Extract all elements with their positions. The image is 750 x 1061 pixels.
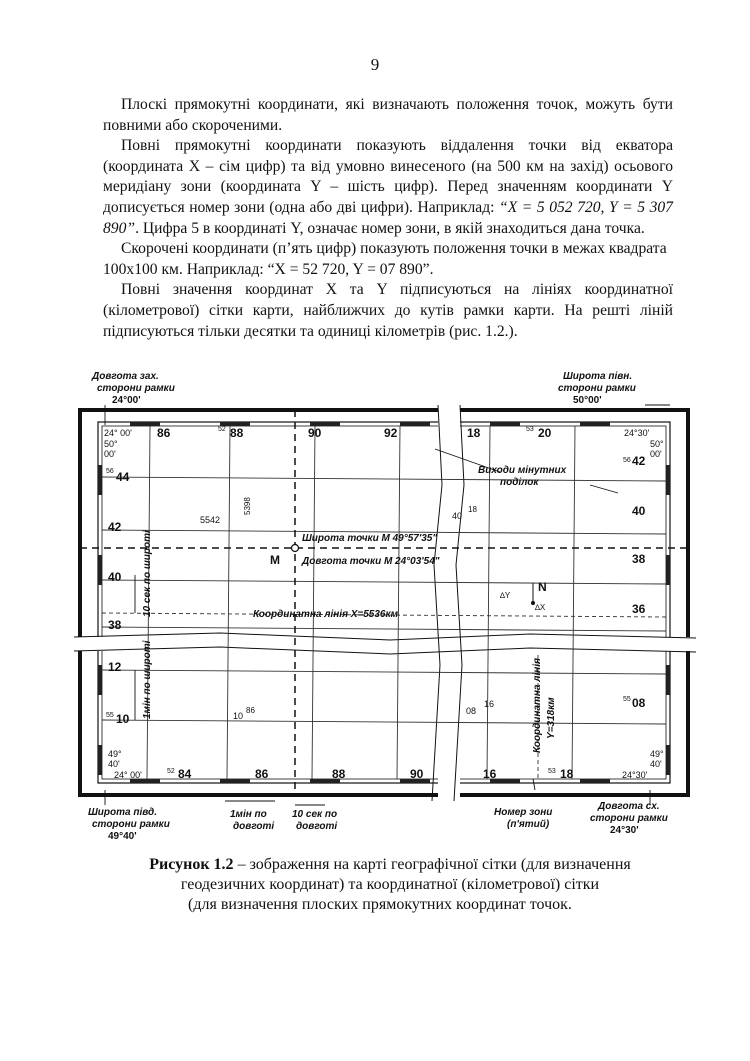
right-x-label: 08	[632, 696, 646, 710]
top-y-label: 90	[308, 426, 322, 440]
left-x-label: 42	[108, 520, 122, 534]
paragraph-1: Плоскі прямокутні координати, які визначають положення точок, можуть бути повними або скороченими.	[103, 96, 673, 134]
bottom-y-label: 18	[560, 767, 574, 781]
ann-br-line3: 24°30'	[610, 825, 639, 836]
bottom-y-sup: 53	[548, 768, 556, 775]
ann-tl-line3: 24°00'	[112, 395, 141, 406]
ann-tl-line1: Довгота зах.	[92, 371, 159, 382]
paragraph-2-part-a: Повні прямокутні координати показують віддалення точки від екватора (координата Х – сім цифр) та від умовно винесеного (на 500 км на захід) осьового меридіану зони (координата Y – шість цифр). Перед значенням координати Y дописується номер зони (одна або дві цифри). Наприклад:	[103, 137, 673, 216]
m-label: M	[270, 553, 280, 567]
left-x-label: 44	[116, 470, 130, 484]
figure-caption	[110, 855, 670, 915]
dx-label: ∆X	[535, 603, 546, 612]
ann-tl-line2: сторони рамки	[97, 383, 175, 394]
right-x-label: 40	[632, 504, 646, 518]
right-x-label: 42	[632, 454, 646, 468]
inner-label-5542: 5542	[200, 515, 221, 525]
dy-label: ∆Y	[500, 591, 511, 600]
coord-line-y-label: Координатна лінія	[532, 658, 543, 753]
paragraph-4: Повні значення координат Х та Y підписуються на лініях координатної (кілометрової) сітки карти, найближчих до кутів рамки карти. На решті ліній підписуються тільки десятки та одиниці кілометрів (рис. 1.2.).	[103, 281, 673, 340]
ann-10sec-lon-line2: довготі	[296, 821, 338, 832]
inner-label-10: 10	[233, 711, 244, 721]
map-frame	[80, 410, 688, 795]
bottom-y-label: 90	[410, 767, 424, 781]
ann-minute-line1: Виходи мінутних	[478, 465, 567, 476]
ann-bl-line2: сторони рамки	[92, 819, 170, 830]
bottom-y-label: 88	[332, 767, 346, 781]
ann-zone-line1: Номер зони	[494, 807, 553, 818]
page-number: 9	[370, 55, 380, 74]
ann-zone-line2: (п'ятий)	[507, 819, 550, 830]
ann-1min-lon-line2: довготі	[233, 821, 275, 832]
caption-line-2: геодезичних координат) та координатної (кілометрової) сітки	[180, 876, 600, 893]
inner-label-40: 40	[452, 511, 463, 521]
point-m	[292, 545, 299, 552]
corner-tl-lat2: 00'	[104, 449, 116, 459]
coord-line-x-label: Координатна лінія Х=5536км	[253, 609, 398, 620]
top-y-label: 18	[467, 426, 481, 440]
corner-tl-lat1: 50°	[104, 439, 118, 449]
caption-title: Рисунок 1.2	[149, 856, 234, 873]
inner-label-5398: 5398	[243, 497, 252, 515]
top-y-sup: 53	[526, 426, 534, 433]
top-y-sup: 52	[218, 426, 226, 433]
ann-10sec-lon-line1: 10 сек по	[292, 809, 338, 820]
left-x-label: 12	[108, 660, 122, 674]
paragraph-2-part-c: . Цифра 5 в координаті Y, означає номер зони, в якій знаходиться дана точка.	[135, 219, 645, 237]
bottom-y-sup: 52	[167, 768, 175, 775]
north-label: N	[538, 580, 547, 594]
ann-tr-line3: 50°00'	[573, 395, 602, 406]
body-text	[103, 95, 673, 342]
lon-m-label: Довгота точки М 24°03'54"	[302, 556, 440, 567]
ann-10sec-lat: 10 сек по широті	[142, 530, 153, 617]
corner-bl-lon: 24° 00'	[114, 770, 142, 780]
left-x-sup: 55	[106, 712, 114, 719]
inner-label-86: 86	[246, 706, 255, 715]
corner-tl-lon: 24° 00'	[104, 428, 132, 438]
left-x-sup: 56	[106, 468, 114, 475]
km-grid	[102, 426, 666, 779]
left-x-label: 38	[108, 618, 122, 632]
top-y-label: 86	[157, 426, 171, 440]
corner-br-lat1: 49°	[650, 749, 664, 759]
left-x-label: 40	[108, 570, 122, 584]
ann-bl-line1: Широта півд.	[88, 807, 157, 818]
corner-tr-lat1: 50°	[650, 439, 664, 449]
ann-br-line1: Довгота сх.	[598, 801, 660, 812]
geo-grid	[80, 410, 688, 795]
minute-marks	[98, 422, 670, 783]
figure-map-grid	[70, 365, 700, 845]
inner-label-18: 18	[468, 505, 477, 514]
inner-label-08: 08	[466, 706, 477, 716]
corner-br-lat2: 40'	[650, 759, 662, 769]
paragraph-2-example: “X = 5 052 720, Y = 5 307 890”	[103, 198, 673, 237]
ann-minute-line2: поділок	[500, 477, 539, 488]
lat-m-label: Широта точки М 49°57'35"	[302, 533, 438, 544]
paragraph-3: Скорочені координати (п’ять цифр) показують положення точки в межах квадрата 100х100 км. Наприклад: “X = 52 720, Y = 07 890”.	[103, 240, 667, 278]
caption-line-1: – зображення на карті географічної сітки (для визначення	[233, 856, 631, 873]
y-value-label: Y=318км	[546, 697, 557, 739]
bottom-y-label: 84	[178, 767, 192, 781]
left-x-label: 10	[116, 712, 130, 726]
paragraph-2	[103, 136, 673, 239]
ann-bl-line3: 49°40'	[108, 831, 137, 842]
inner-label-16: 16	[484, 699, 495, 709]
corner-bl-lat1: 49°	[108, 749, 122, 759]
ann-tr-line2: сторони рамки	[558, 383, 636, 394]
corner-tr-lat2: 00'	[650, 449, 662, 459]
bottom-y-label: 16	[483, 767, 497, 781]
point-n-marker	[531, 601, 535, 605]
top-y-label: 20	[538, 426, 552, 440]
top-y-label: 92	[384, 426, 398, 440]
ann-1min-lat: 1мін по широті	[142, 640, 153, 719]
ann-tr-line1: Широта півн.	[563, 371, 633, 382]
bottom-y-label: 86	[255, 767, 269, 781]
ann-1min-lon-line1: 1мін по	[230, 809, 267, 820]
annotation-arrows	[105, 405, 670, 805]
break-edges	[74, 405, 696, 801]
caption-line-3: (для визначення плоских прямокутних координат точок.	[188, 896, 572, 913]
corner-br-lon: 24°30'	[622, 770, 648, 780]
corner-tr-lon: 24°30'	[624, 428, 650, 438]
ann-br-line2: сторони рамки	[590, 813, 668, 824]
top-y-label: 88	[230, 426, 244, 440]
corner-bl-lat2: 40'	[108, 759, 120, 769]
right-x-sup: 56	[623, 457, 631, 464]
right-x-label: 36	[632, 602, 646, 616]
right-x-label: 38	[632, 552, 646, 566]
right-x-sup: 55	[623, 696, 631, 703]
